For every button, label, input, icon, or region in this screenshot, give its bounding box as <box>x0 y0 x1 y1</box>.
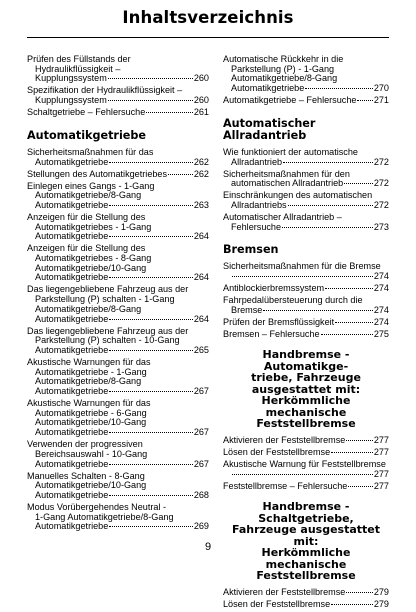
toc-entry[interactable] <box>223 262 389 281</box>
entry-page-number: 267 <box>193 458 209 469</box>
entry-title-line: Automatikgetriebe – Fehlersuche <box>223 95 357 106</box>
toc-entry[interactable] <box>223 482 389 492</box>
entry-title-line: Automatikgetriebe <box>35 521 109 532</box>
dot-leader <box>331 604 373 605</box>
entry-title-line: Bremse <box>231 304 263 315</box>
entry-title-line: Einlegen eines Gangs - 1-Gang <box>27 180 155 191</box>
entry-page-number: 272 <box>373 156 389 167</box>
entry-page-number: 264 <box>193 272 209 283</box>
entry-last-line <box>223 470 389 480</box>
entry-last-line <box>27 158 209 168</box>
entry-page-number: 272 <box>373 199 389 210</box>
entry-page-number: 260 <box>193 73 209 84</box>
entry-title-line: Hydraulikflüssigkeit – <box>35 63 121 74</box>
section-heading-line: triebe, Fahrzeuge <box>251 371 361 385</box>
entry-title-line: Feststellbremse – Fehlersuche <box>223 480 348 491</box>
entry-page-number: 263 <box>193 199 209 210</box>
entry-last-line <box>223 588 389 598</box>
entry-page-number: 270 <box>373 83 389 94</box>
toc-entry[interactable] <box>27 399 209 438</box>
dot-leader <box>288 205 373 206</box>
entry-page-number: 273 <box>373 221 389 232</box>
entry-title-line: Parkstellung (P) - 1-Gang <box>231 63 335 74</box>
entry-title-line: Sicherheitsmaßnahmen für die Bremse <box>223 261 381 272</box>
entry-title-line: Allradantrieb <box>231 156 283 167</box>
entry-title-line: Automatikgetriebe <box>35 458 109 469</box>
dot-leader <box>109 205 193 206</box>
section-heading-line: Feststellbremse <box>256 569 356 583</box>
entry-title-line: Automatikgetriebe/10-Gang <box>35 262 147 273</box>
entry-page-number: 271 <box>373 95 389 106</box>
section-heading-line: Handbremse - Schaltgetriebe, <box>258 500 354 525</box>
entry-title-line: Bremsen – Fehlersuche <box>223 328 320 339</box>
entry-page-number: 279 <box>373 598 389 609</box>
toc-entry[interactable] <box>223 330 389 340</box>
entry-title-line: Automatikgetriebe <box>35 199 109 210</box>
section-heading-line: Herkömmliche mechanische <box>261 394 351 419</box>
section-heading <box>223 349 389 430</box>
entry-page-number: 262 <box>193 168 209 179</box>
toc-entry[interactable] <box>27 358 209 397</box>
entry-last-line <box>223 600 389 610</box>
entry-title-line: Kupplungssystem <box>35 73 107 84</box>
entry-title-line: Prüfen der Bremsflüssigkeit <box>223 316 335 327</box>
entry-page-number: 279 <box>373 586 389 597</box>
entry-title-line: Wie funktioniert der automatische <box>223 146 358 157</box>
entry-last-line <box>223 318 389 328</box>
entry-title-line: Automatikgetriebes - 8-Gang <box>35 253 152 264</box>
entry-title-line: Das liegengebliebene Fahrzeug aus der <box>27 284 189 295</box>
toc-entry[interactable] <box>27 55 209 84</box>
toc-entry[interactable] <box>223 448 389 458</box>
dot-leader <box>321 334 373 335</box>
entry-last-line <box>27 74 209 84</box>
entry-title-line: Automatikgetriebes - 1-Gang <box>35 221 152 232</box>
entry-title-line: 1-Gang Automatikgetriebe/8-Gang <box>35 511 174 522</box>
dot-leader <box>263 310 372 311</box>
dot-leader <box>109 495 193 496</box>
entry-last-line <box>223 96 389 106</box>
dot-leader <box>325 288 373 289</box>
section-heading-line: ausgestattet mit: <box>251 382 361 396</box>
entry-title-line: Automatikgetriebe - 1-Gang <box>35 366 147 377</box>
entry-page-number: 261 <box>193 107 209 118</box>
entry-last-line <box>223 158 389 168</box>
dot-leader <box>109 277 193 278</box>
entry-title-line: Das liegengebliebene Fahrzeug aus der <box>27 325 189 336</box>
entry-title-line: Sicherheitsmaßnahmen für das <box>27 146 154 157</box>
dot-leader <box>335 322 373 323</box>
toc-entry[interactable] <box>223 296 389 315</box>
dot-leader <box>108 100 193 101</box>
entry-title-line: Akustische Warnungen für das <box>27 398 151 409</box>
entry-title-line: Anzeigen für die Stellung des <box>27 243 146 254</box>
section-heading: Automatikgetriebe <box>27 128 146 142</box>
entry-title-line: Automatikgetriebe/8-Gang <box>35 376 142 387</box>
entry-title-line: Spezifikation der Hydraulikflüssigkeit – <box>27 85 183 96</box>
entry-page-number: 272 <box>373 178 389 189</box>
entry-title-line: Aktivieren der Feststellbremse <box>223 434 346 445</box>
entry-title-line: Automatikgetriebe <box>35 344 109 355</box>
dot-leader <box>331 452 373 453</box>
entry-title-line: Verwenden der progressiven <box>27 439 143 450</box>
entry-page-number: 274 <box>373 283 389 294</box>
entry-last-line <box>27 96 209 106</box>
entry-last-line <box>223 330 389 340</box>
entry-title-line: Automatikgetriebe - 6-Gang <box>35 407 147 418</box>
toc-entry[interactable] <box>223 284 389 294</box>
toc-entry[interactable] <box>27 327 209 356</box>
entry-title-line: Einschränkungen des automatischen <box>223 190 373 201</box>
entry-title-line: Fehlersuche <box>231 221 282 232</box>
entry-title-line: Automatikgetriebe <box>35 313 109 324</box>
entry-title-line: Aktivieren der Feststellbremse <box>223 586 346 597</box>
entry-title-line: Anzeigen für die Stellung des <box>27 211 146 222</box>
page-number: 9 <box>204 541 212 553</box>
entry-title-line: Automatikgetriebe/8-Gang <box>231 73 338 84</box>
entry-page-number: 264 <box>193 313 209 324</box>
entry-title-line: Sicherheitsmaßnahmen für den <box>223 168 350 179</box>
dot-leader <box>109 526 193 527</box>
entry-page-number: 262 <box>193 156 209 167</box>
toc-entry[interactable] <box>223 213 389 232</box>
toc-entry[interactable] <box>27 213 209 242</box>
entry-page-number: 269 <box>193 521 209 532</box>
toc-entry[interactable] <box>223 170 389 189</box>
entry-page-number: 274 <box>373 304 389 315</box>
dot-leader <box>232 276 373 277</box>
entry-page-number: 274 <box>373 271 389 282</box>
page-title: Inhaltsverzeichnis <box>122 8 294 27</box>
toc-entry[interactable] <box>223 600 389 610</box>
entry-page-number: 264 <box>193 231 209 242</box>
entry-last-line <box>27 232 209 242</box>
entry-last-line <box>223 179 389 189</box>
entry-title-line: Modus Vorübergehendes Neutral - <box>27 501 167 512</box>
entry-title-line: Automatische Rückkehr in die <box>223 54 344 64</box>
entry-page-number: 265 <box>193 344 209 355</box>
entry-last-line <box>27 387 209 397</box>
toc-entry[interactable] <box>223 148 389 167</box>
dot-leader <box>109 432 193 433</box>
section-heading-line: Fahrzeuge ausgestattet mit: <box>231 523 380 548</box>
entry-title-line: Lösen der Feststellbremse <box>223 446 331 457</box>
toc-entry[interactable] <box>223 460 389 479</box>
section-heading-line: Feststellbremse <box>256 417 356 431</box>
entry-title-line: automatischen Allradantrieb <box>231 178 344 189</box>
entry-title-line: Automatikgetriebe/10-Gang <box>35 417 147 428</box>
entry-page-number: 277 <box>373 446 389 457</box>
entry-page-number: 267 <box>193 386 209 397</box>
entry-title-line: Schaltgetriebe – Fehlersuche <box>27 107 146 118</box>
toc-entry[interactable] <box>27 182 209 211</box>
entry-last-line <box>223 306 389 316</box>
toc-entry[interactable] <box>223 318 389 328</box>
dot-leader <box>108 78 193 79</box>
entry-last-line <box>223 272 389 282</box>
entry-title-line: Automatischer Allradantrieb – <box>223 211 342 222</box>
entry-last-line <box>27 315 209 325</box>
entry-title-line: Akustische Warnungen für das <box>27 356 151 367</box>
toc-entry[interactable] <box>27 285 209 324</box>
entry-last-line <box>27 491 209 501</box>
entry-page-number: 277 <box>373 480 389 491</box>
entry-title-line: Parkstellung (P) schalten - 1-Gang <box>35 294 175 305</box>
entry-title-line: Lösen der Feststellbremse <box>223 598 331 609</box>
toc-entry[interactable] <box>223 96 389 106</box>
section-heading: Automatischer Allradantrieb <box>223 116 316 142</box>
dot-leader <box>346 440 373 441</box>
section-heading-line: Herkömmliche mechanische <box>261 546 351 571</box>
entry-title-line: Allradantriebs <box>231 199 287 210</box>
entry-last-line <box>223 201 389 211</box>
entry-title-line: Bereichsauswahl - 10-Gang <box>35 448 148 459</box>
entry-last-line <box>27 273 209 283</box>
entry-last-line <box>223 84 389 94</box>
dot-leader <box>109 391 193 392</box>
section-heading-line: Handbremse - Automatikge- <box>262 348 350 373</box>
entry-page-number: 268 <box>193 489 209 500</box>
entry-title-line: Fahrpedalübersteuerung durch die <box>223 295 363 306</box>
entry-title-line: Automatikgetriebe <box>35 272 109 283</box>
toc-entry[interactable] <box>27 148 209 167</box>
entry-last-line <box>223 436 389 446</box>
entry-page-number: 274 <box>373 316 389 327</box>
entry-page-number: 277 <box>373 434 389 445</box>
entry-last-line <box>27 460 209 470</box>
entry-last-line <box>27 428 209 438</box>
toc-entry[interactable] <box>27 503 209 532</box>
entry-title-line: Prüfen des Füllstands der <box>27 54 131 64</box>
dot-leader <box>344 183 373 184</box>
entry-title-line: Automatikgetriebe <box>35 386 109 397</box>
entry-title-line: Manuelles Schalten - 8-Gang <box>27 470 145 481</box>
toc-entry[interactable] <box>223 191 389 210</box>
entry-page-number: 275 <box>373 328 389 339</box>
entry-page-number: 267 <box>193 427 209 438</box>
dot-leader <box>305 88 373 89</box>
entry-title-line: Automatikgetriebe <box>35 156 109 167</box>
dot-leader <box>109 236 193 237</box>
entry-page-number: 260 <box>193 95 209 106</box>
entry-title-line: Kupplungssystem <box>35 95 107 106</box>
entry-title-line: Antiblockierbremssystem <box>223 283 325 294</box>
dot-leader <box>168 174 193 175</box>
entry-last-line <box>223 284 389 294</box>
entry-title-line: Automatikgetriebe <box>35 231 109 242</box>
toc-entry[interactable] <box>27 472 209 501</box>
entry-title-line: Parkstellung (P) schalten - 10-Gang <box>35 335 180 346</box>
dot-leader <box>146 112 193 113</box>
toc-entry[interactable] <box>27 244 209 283</box>
entry-last-line <box>223 448 389 458</box>
entry-title-line: Akustische Warnung für Feststellbremse <box>223 458 386 469</box>
dot-leader <box>109 350 193 351</box>
toc-entry[interactable] <box>27 170 209 180</box>
entry-title-line: Automatikgetriebe/10-Gang <box>35 480 147 491</box>
toc-entry[interactable] <box>27 440 209 469</box>
toc-left-column <box>27 55 209 534</box>
entry-last-line <box>27 108 209 118</box>
entry-title-line: Automatikgetriebe <box>231 83 305 94</box>
entry-title-line: Automatikgetriebe/8-Gang <box>35 303 142 314</box>
toc-entry[interactable] <box>223 588 389 598</box>
entry-last-line <box>27 201 209 211</box>
toc-entry[interactable] <box>223 55 389 94</box>
entry-last-line <box>27 170 209 180</box>
dot-leader <box>109 162 193 163</box>
entry-last-line <box>223 223 389 233</box>
dot-leader <box>357 100 372 101</box>
dot-leader <box>348 486 372 487</box>
entry-title-line: Stellungen des Automatikgetriebes <box>27 168 168 179</box>
section-heading: Bremsen <box>223 243 279 257</box>
dot-leader <box>346 592 373 593</box>
entry-title-line: Automatikgetriebe/8-Gang <box>35 190 142 201</box>
toc-entry[interactable] <box>223 436 389 446</box>
dot-leader <box>109 464 193 465</box>
dot-leader <box>283 162 373 163</box>
entry-page-number: 277 <box>373 468 389 479</box>
entry-title-line: Automatikgetriebe <box>35 489 109 500</box>
dot-leader <box>109 319 193 320</box>
entry-last-line <box>27 522 209 532</box>
title-divider <box>27 37 389 38</box>
entry-last-line <box>223 482 389 492</box>
entry-last-line <box>27 346 209 356</box>
dot-leader <box>282 227 373 228</box>
entry-title-line: Automatikgetriebe <box>35 427 109 438</box>
toc-entry[interactable] <box>27 108 209 118</box>
toc-entry[interactable] <box>27 86 209 105</box>
dot-leader <box>232 474 373 475</box>
toc-right-column <box>223 55 389 612</box>
